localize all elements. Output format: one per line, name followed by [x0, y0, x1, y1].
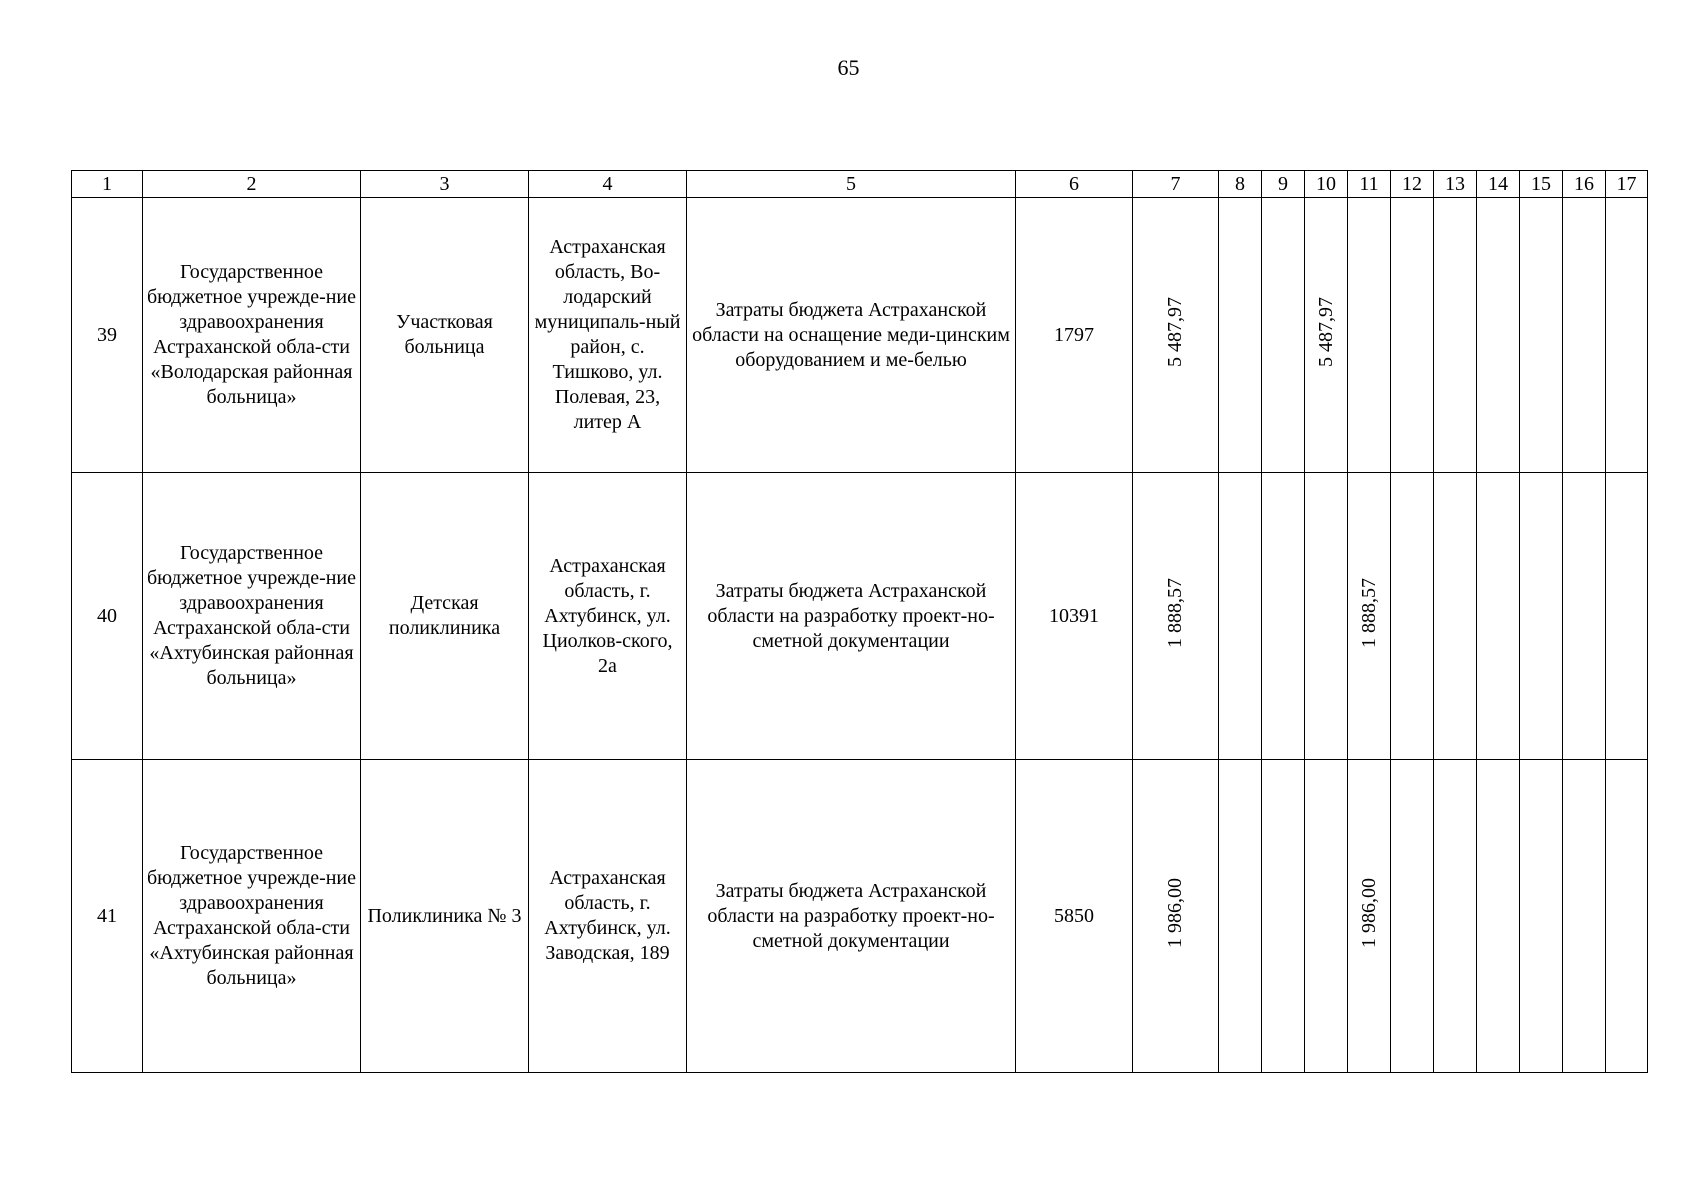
table-row [72, 198, 1648, 473]
column-header: 8 [1219, 171, 1262, 198]
empty-cell [1606, 760, 1648, 1073]
data-table [71, 170, 1648, 1073]
col11-value: 1 986,00 [1357, 877, 1380, 948]
address-cell: Астраханская область, г. Ахтубинск, ул. Циолков-ского, 2а [529, 473, 687, 760]
col11-value: 1 888,57 [1357, 577, 1380, 648]
purpose-cell: Затраты бюджета Астраханской области на разработку проект-но-сметной документации [687, 760, 1016, 1073]
table-row [72, 760, 1648, 1073]
address-cell: Астраханская область, Во-лодарский муниципаль-ный район, с. Тишково, ул. Полевая, 23, литер А [529, 198, 687, 473]
col10-cell [1305, 760, 1348, 1073]
empty-cell [1219, 760, 1262, 1073]
empty-cell [1563, 473, 1606, 760]
table-row [72, 473, 1648, 760]
empty-cell [1477, 473, 1520, 760]
column-header: 16 [1563, 171, 1606, 198]
empty-cell [1477, 198, 1520, 473]
empty-cell [1434, 760, 1477, 1073]
col11-cell [1348, 760, 1391, 1073]
col7-cell [1133, 760, 1219, 1073]
row-number-cell: 40 [72, 473, 143, 760]
empty-cell [1563, 760, 1606, 1073]
empty-cell [1520, 760, 1563, 1073]
empty-cell [1563, 198, 1606, 473]
column-header: 9 [1262, 171, 1305, 198]
empty-cell [1391, 473, 1434, 760]
col7-cell [1133, 198, 1219, 473]
col11-cell [1348, 473, 1391, 760]
row-number-cell: 41 [72, 760, 143, 1073]
column-header: 6 [1016, 171, 1133, 198]
empty-cell [1606, 473, 1648, 760]
empty-cell [1477, 760, 1520, 1073]
page-number: 65 [837, 55, 860, 80]
column-header: 11 [1348, 171, 1391, 198]
col6-cell: 1797 [1016, 198, 1133, 473]
institution-cell: Государственное бюджетное учрежде-ние здравоохранения Астраханской обла-сти «Ахтубинская районная больница» [143, 760, 361, 1073]
column-header: 3 [361, 171, 529, 198]
column-header: 15 [1520, 171, 1563, 198]
column-header: 13 [1434, 171, 1477, 198]
col10-cell [1305, 473, 1348, 760]
empty-cell [1219, 198, 1262, 473]
col6-cell: 5850 [1016, 760, 1133, 1073]
empty-cell [1262, 760, 1305, 1073]
empty-cell [1434, 473, 1477, 760]
col7-value: 1 986,00 [1164, 877, 1186, 948]
empty-cell [1520, 473, 1563, 760]
col7-value: 5 487,97 [1164, 296, 1186, 367]
column-header: 17 [1606, 171, 1648, 198]
empty-cell [1391, 760, 1434, 1073]
column-header: 14 [1477, 171, 1520, 198]
address-cell: Астраханская область, г. Ахтубинск, ул. Заводская, 189 [529, 760, 687, 1073]
empty-cell [1262, 198, 1305, 473]
empty-cell [1262, 473, 1305, 760]
col7-cell [1133, 473, 1219, 760]
column-header: 5 [687, 171, 1016, 198]
institution-cell: Государственное бюджетное учрежде-ние здравоохранения Астраханской обла-сти «Ахтубинская районная больница» [143, 473, 361, 760]
header-row [72, 171, 1648, 198]
column-header: 1 [72, 171, 143, 198]
institution-cell: Государственное бюджетное учрежде-ние здравоохранения Астраханской обла-сти «Володарская районная больница» [143, 198, 361, 473]
column-header: 7 [1133, 171, 1219, 198]
row-number-cell: 39 [72, 198, 143, 473]
col11-cell [1348, 198, 1391, 473]
empty-cell [1520, 198, 1563, 473]
empty-cell [1219, 473, 1262, 760]
facility-cell: Участковая больница [361, 198, 529, 473]
col10-cell [1305, 198, 1348, 473]
column-header: 2 [143, 171, 361, 198]
column-header: 4 [529, 171, 687, 198]
column-header: 12 [1391, 171, 1434, 198]
facility-cell: Поликлиника № 3 [361, 760, 529, 1073]
column-header: 10 [1305, 171, 1348, 198]
col7-value: 1 888,57 [1164, 577, 1186, 648]
purpose-cell: Затраты бюджета Астраханской области на оснащение меди-цинским оборудованием и ме-белью [687, 198, 1016, 473]
facility-cell: Детская поликлиника [361, 473, 529, 760]
empty-cell [1391, 198, 1434, 473]
col10-value: 5 487,97 [1314, 296, 1337, 367]
purpose-cell: Затраты бюджета Астраханской области на разработку проект-но-сметной документации [687, 473, 1016, 760]
empty-cell [1606, 198, 1648, 473]
empty-cell [1434, 198, 1477, 473]
col6-cell: 10391 [1016, 473, 1133, 760]
